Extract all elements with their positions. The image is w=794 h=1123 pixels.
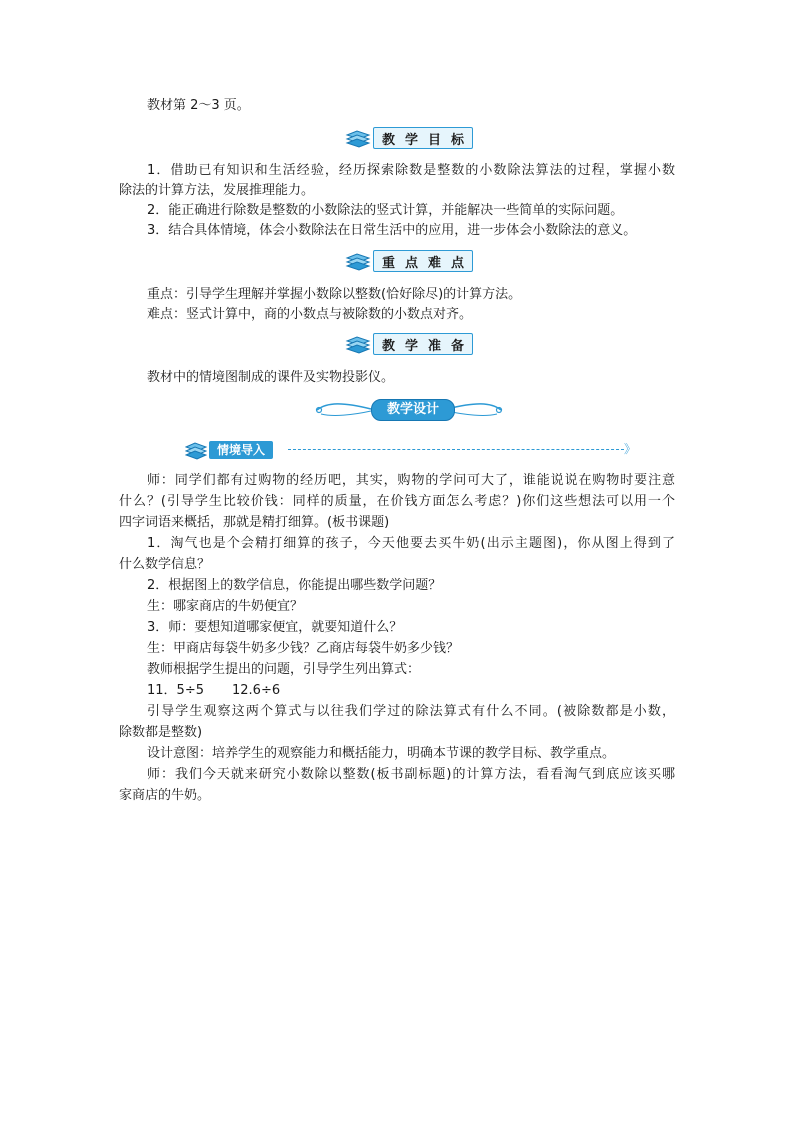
teacher-note: 教师根据学生提出的问题，引导学生列出算式： xyxy=(147,662,421,677)
paragraph-1-line1: 师：同学们都有过购物的经历吧，其实，购物的学问可大了，谁能说说在购物时要注意 xyxy=(147,473,675,488)
objective-3: 3．结合具体情境，体会小数除法在日常生活中的应用，进一步体会小数除法的意义。 xyxy=(147,223,637,238)
sub-section-title: 情境导入 xyxy=(209,441,273,459)
section-title-char: 点 xyxy=(405,255,429,271)
section-header-preparation xyxy=(345,333,473,355)
book-stack-icon xyxy=(185,440,207,460)
section-title-char: 目 xyxy=(428,132,452,148)
book-stack-icon xyxy=(345,127,371,149)
closing-line2: 家商店的牛奶。 xyxy=(119,788,211,803)
section-header-keypoints xyxy=(345,250,473,272)
section-header-objectives xyxy=(345,127,473,149)
design-banner-label: 教学设计 xyxy=(371,399,455,421)
question-3: 3．师：要想知道哪家便宜，就要知道什么？ xyxy=(147,620,403,635)
section-title-char: 备 xyxy=(451,338,465,354)
observation-line1: 引导学生观察这两个算式与以往我们学过的除法算式有什么不同。(被除数都是小数， xyxy=(147,704,675,719)
question-1-line2: 什么数学信息？ xyxy=(119,557,211,572)
observation-line2: 除数都是整数) xyxy=(119,725,203,740)
section-title-char: 准 xyxy=(428,338,452,354)
section-title-char: 标 xyxy=(451,132,465,148)
student-answer-2: 生：甲商店每袋牛奶多少钱？乙商店每袋牛奶多少钱？ xyxy=(147,641,460,656)
formula-1: 11．5÷5 xyxy=(147,683,204,698)
dashed-divider xyxy=(288,449,624,450)
design-intent: 设计意图：培养学生的观察能力和概括能力，明确本节课的教学目标、教学重点。 xyxy=(147,746,616,761)
difficult-point: 难点：竖式计算中，商的小数点与被除数的小数点对齐。 xyxy=(147,307,473,322)
section-title-char: 教 xyxy=(382,132,406,148)
question-2: 2．根据图上的数学信息，你能提出哪些数学问题？ xyxy=(147,578,442,593)
objective-1-line1: 1．借助已有知识和生活经验，经历探索除数是整数的小数除法算法的过程，掌握小数 xyxy=(147,163,675,178)
book-stack-icon xyxy=(345,250,371,272)
section-title-box xyxy=(373,250,473,272)
section-title-char: 学 xyxy=(405,338,429,354)
objective-1-line2: 除法的计算方法，发展推理能力。 xyxy=(119,183,315,198)
preparation-text: 教材中的情境图制成的课件及实物投影仪。 xyxy=(147,370,395,385)
formula-2: 12.6÷6 xyxy=(232,683,281,698)
section-title-char: 教 xyxy=(382,338,406,354)
paragraph-1-line2: 什么？(引导学生比较价钱：同样的质量，在价钱方面怎么考虑？)你们这些想法可以用一个 xyxy=(119,494,675,509)
key-point: 重点：引导学生理解并掌握小数除以整数(恰好除尽)的计算方法。 xyxy=(147,287,522,302)
objective-2: 2．能正确进行除数是整数的小数除法的竖式计算，并能解决一些简单的实际问题。 xyxy=(147,203,624,218)
design-banner xyxy=(313,399,505,421)
section-title-char: 难 xyxy=(428,255,452,271)
closing-line1: 师：我们今天就来研究小数除以整数(板书副标题)的计算方法，看看淘气到底应该买哪 xyxy=(147,767,675,782)
material-line: 教材第 2～3 页。 xyxy=(147,98,250,113)
section-title-char: 点 xyxy=(451,255,465,271)
section-title-char: 重 xyxy=(382,255,406,271)
sub-section-header xyxy=(185,440,273,460)
section-title-box xyxy=(373,127,473,149)
paragraph-1-line3: 四字词语来概括，那就是精打细算。(板书课题) xyxy=(119,515,390,530)
section-title-box xyxy=(373,333,473,355)
student-answer-1: 生：哪家商店的牛奶便宜？ xyxy=(147,599,304,614)
question-1-line1: 1．淘气也是个会精打细算的孩子，今天他要去买牛奶(出示主题图)，你从图上得到了 xyxy=(147,536,675,551)
book-stack-icon xyxy=(345,333,371,355)
section-title-char: 学 xyxy=(405,132,429,148)
double-chevron-icon: 》 xyxy=(624,442,637,456)
